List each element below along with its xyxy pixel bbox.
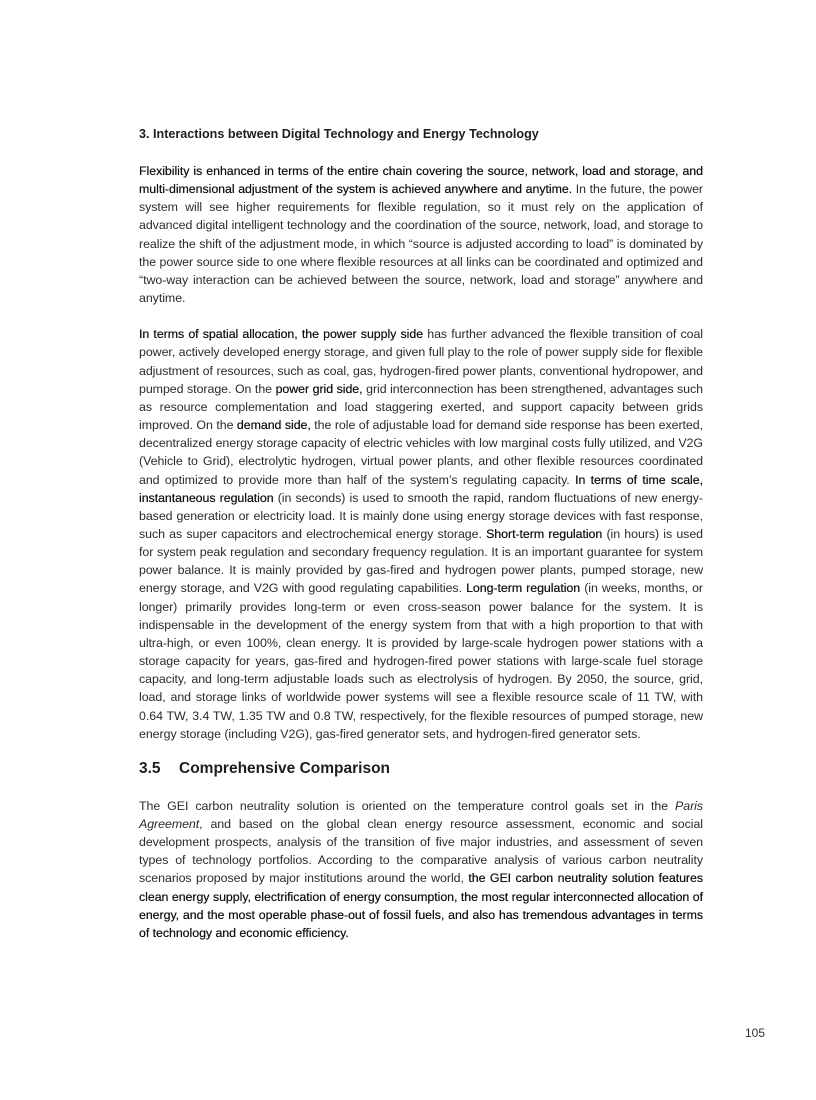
emphasis-long-term: Long-term regulation [466, 581, 581, 596]
paragraph-text: grid interconnection has been strengthened, advantages such as resource complementation and load staggering exerted, and support capacity between grids improved. On the [139, 381, 704, 433]
emphasis-time-scale: In terms of time scale, instantaneous regulation [139, 472, 703, 505]
section-title: Comprehensive Comparison [179, 759, 391, 777]
page-number: 105 [745, 1026, 766, 1040]
paragraph-comparison [139, 797, 703, 942]
paragraph-lead-emphasis: Flexibility is enhanced in terms of the entire chain covering the source, network, load and storage, and multi-dimensional adjustment of the system is achieved anywhere and anytime. [139, 164, 703, 197]
paragraph-allocation [139, 325, 703, 743]
paragraph-text: (in seconds) is used to smooth the rapid, random fluctuations of new energy-based generation or electricity load. It is mainly done using energy storage devices with fast response, such as super capacitors and electrochemical energy storage. [139, 490, 703, 541]
paragraph-text: , and based on the global clean energy resource assessment, economic and social development prospects, analysis of the transition of five major industries, and assessment of seven types of technology portfolios. According to the comparative analysis of various carbon neutrality scenarios proposed by major institutions around the world, [139, 817, 703, 886]
subsection-heading: 3. Interactions between Digital Technology and Energy Technology [139, 127, 539, 141]
paragraph-text: the role of adjustable load for demand side response has been exerted, decentralized energy storage capacity of electric vehicles with low marginal costs fully utilized, and V2G (Vehicle to Grid), electrolytic hydrogen, virtual power plants, and other flexible resources coordinated and optimized to provide more than half of the system’s regulating capacity. [139, 418, 703, 487]
paragraph-text: In the future, the power system will see higher requirements for flexible regulation, so it must rely on the application of advanced digital intelligent technology and the coordination of the source, network, load, and storage to realize the shift of the adjustment mode, in which “source is adjusted according to load” is dominated by the power source side to one where flexible resources at all links can be coordinated and optimized and “two-way interaction can be achieved between the source, network, load and storage” anywhere and anytime. [139, 182, 703, 306]
paragraph-text: (in hours) is used for system peak regulation and secondary frequency regulation. It is an important guarantee for system power balance. It is mainly provided by gas-fired and hydrogen power plants, pumped storage, new energy storage, and V2G with good regulating capabilities. [139, 526, 704, 596]
emphasis-spatial-allocation: In terms of spatial allocation, the power supply side [139, 327, 424, 342]
emphasis-conclusion: the GEI carbon neutrality solution features clean energy supply, electrification of energy consumption, the most regular interconnected allocation of energy, and the most operable phase-out of fossil fuels, and also has tremendous advantages in terms of technology and economic efficiency. [139, 871, 703, 940]
paragraph-flexibility [139, 162, 703, 307]
paragraph-text: has further advanced the flexible transition of coal power, actively developed energy storage, and given full play to the role of power supply side for flexible adjustment of resources, such as coal, gas, hydrogen-fired power plants, conventional hydropower, and pumped storage. On the [139, 327, 703, 396]
page-content [139, 126, 703, 942]
emphasis-short-term: Short-term regulation [486, 526, 603, 541]
section-heading [139, 759, 703, 779]
paragraph-text: The GEI carbon neutrality solution is oriented on the temperature control goals set in the [139, 798, 676, 813]
paragraph-text: (in weeks, months, or longer) primarily provides long-term or even cross-season power balance for the system. It is indispensable in the development of the energy system from that with a high proportion to that with ultra-high, or even 100%, clean energy. It is provided by large-scale hydrogen power stations with a storage capacity for years, gas-fired and hydrogen-fired power stations with large-scale fuel storage capacity, and long-term adjustable loads such as electrolysis of hydrogen. By 2050, the source, grid, load, and storage links of worldwide power systems will see a flexible resource scale of 11 TW, with 0.64 TW, 3.4 TW, 1.35 TW and 0.8 TW, respectively, for the flexible resources of pumped storage, new energy storage (including V2G), gas-fired generator sets, and hydrogen-fired generator sets. [139, 581, 703, 741]
emphasis-demand-side: demand side, [236, 418, 311, 433]
section-number: 3.5 [139, 759, 161, 777]
italic-paris-agreement: Paris Agreement [139, 798, 703, 831]
emphasis-power-grid-side: power grid side, [275, 381, 363, 396]
